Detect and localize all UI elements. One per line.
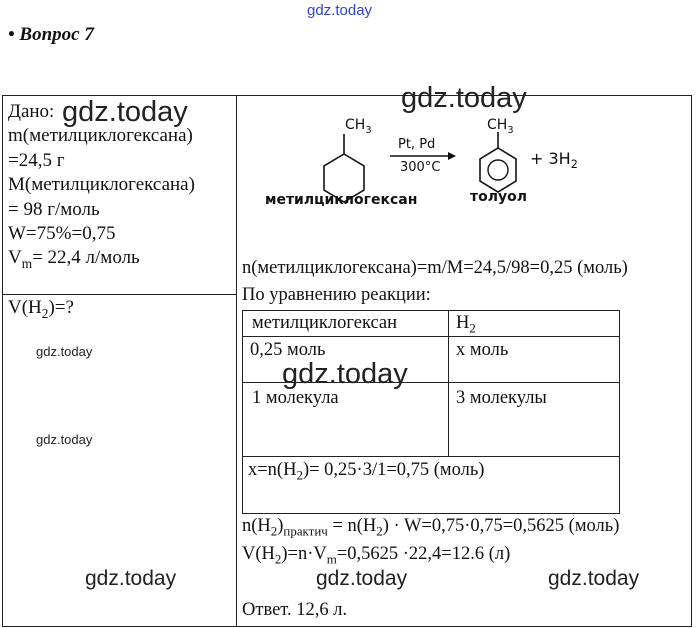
watermark-table: gdz.today xyxy=(282,358,408,390)
given-molar-name: M(метилциклогексана) xyxy=(8,174,195,196)
by-equation-label: По уравнению реакции: xyxy=(242,285,431,305)
given-molar-volume: $V_m= 22,4$ л/моль xyxy=(8,247,140,272)
watermark-bottom-3: gdz.today xyxy=(548,567,640,590)
watermark-left-2: gdz.today xyxy=(36,432,93,447)
question-title: • Вопрос 7 xyxy=(8,24,94,45)
catalyst-label: Pt, Pd xyxy=(398,137,436,152)
practical-moles: $n(H_2)_{практич} = n(H_2) \cdot W=0,75\cdot 0,75=0,5625$ (моль) xyxy=(242,516,620,539)
table-calc-divider xyxy=(242,456,620,457)
volume-calculation: $V(H_2)=n\cdot V_m=0,5625 \cdot 22,4=12.6$ (л) xyxy=(242,544,511,567)
column-divider xyxy=(236,95,237,627)
given-mass-value: =24,5 г xyxy=(8,149,65,171)
watermark-reaction: gdz.today xyxy=(401,82,527,114)
arrow-head xyxy=(448,152,456,160)
table-header-hydrogen: $H_2$ xyxy=(456,313,476,336)
aromatic-circle xyxy=(488,160,508,180)
hydrogen-product: + $3H_2$ xyxy=(530,149,578,172)
given-label: Дано: xyxy=(8,101,55,122)
table-cell-hydrogen-molecules: 3 молекулы xyxy=(456,388,547,408)
watermark-given: gdz.today xyxy=(62,96,188,128)
table-cell-hydrogen-moles: x моль xyxy=(456,340,509,360)
table-cell-reactant-moles: 0,25 моль xyxy=(250,340,326,360)
table-cell-reactant-molecules: 1 молекула xyxy=(252,388,339,408)
table-header-reactant: метилциклогексан xyxy=(252,313,398,333)
watermark-bottom-2: gdz.today xyxy=(316,567,408,590)
watermark-top: gdz.today xyxy=(307,2,373,19)
table-column-divider xyxy=(448,310,449,456)
find-block: $V(H_2)=$? xyxy=(8,297,74,321)
watermark-left-1: gdz.today xyxy=(36,344,93,359)
reactant-name: метилциклогексан xyxy=(265,192,418,208)
table-calc-row: $x=n(H_2)= 0,25\cdot 3/1=0,75$ (моль) xyxy=(248,460,485,483)
temperature-label: 300°C xyxy=(400,160,441,175)
benzene-ring xyxy=(480,148,516,192)
product-name: толуол xyxy=(470,189,527,205)
methyl-label-right: $CH_3$ xyxy=(487,117,514,136)
given-yield: W=75%=0,75 xyxy=(8,223,116,245)
given-find-divider xyxy=(2,294,237,295)
moles-calculation: n(метилциклогексана)=m/M=24,5/98=0,25 (моль) xyxy=(242,258,628,278)
given-molar-value: = 98 г/моль xyxy=(8,198,100,220)
methyl-label-left: $CH_3$ xyxy=(345,117,372,136)
given-mass-name: m(метилциклогексана) xyxy=(8,125,193,147)
table-header-divider xyxy=(242,336,620,337)
answer-line: Ответ. 12,6 л. xyxy=(242,600,348,620)
watermark-bottom-1: gdz.today xyxy=(85,567,177,590)
